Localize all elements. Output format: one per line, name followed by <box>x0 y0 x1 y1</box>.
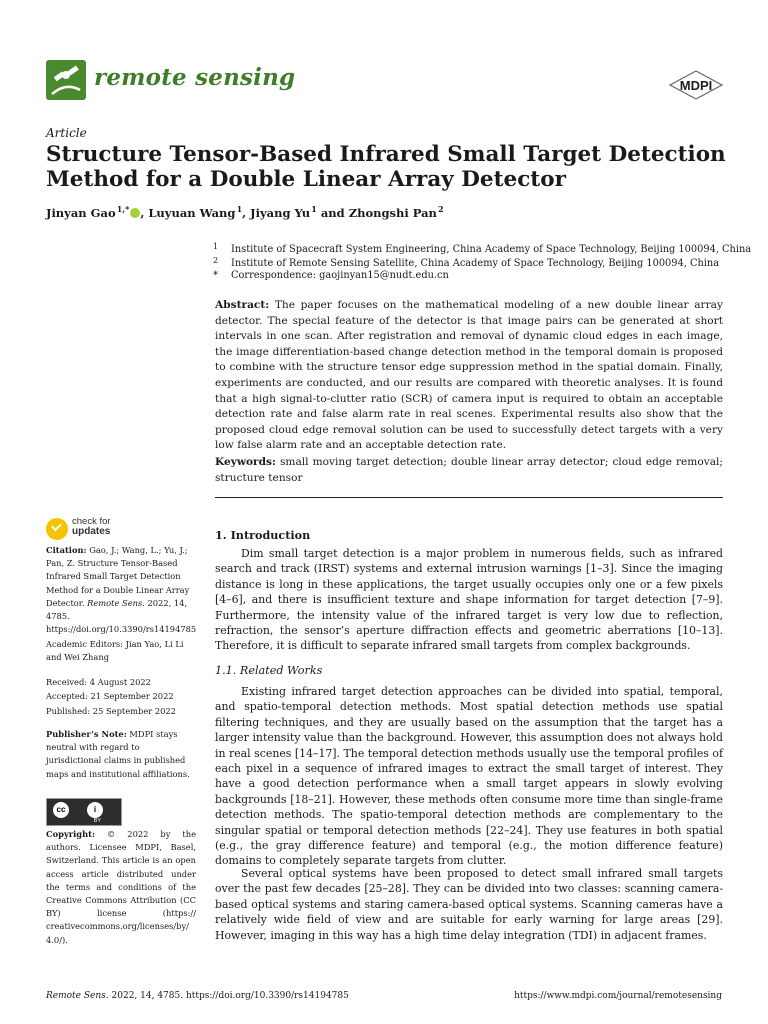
paragraph: Several optical systems have been proposed to detect small infrared small targets over the past few decades [25–28]. They can be divided into two classes: scanning camera-based optical systems and staring camera-based optical systems. Scanning cameras have a relatively wide field of view and are suitable for early warning for large areas [29]. However, imaging in this way has a high time delay integration (TDI) in adjacent frames. <box>215 867 723 942</box>
paragraph: Dim small target detection is a major problem in numerous fields, such as infrared search and track (IRST) systems and external intrusion warnings [1–3]. Since the imaging distance is long in these applications, the target usually occupies only one or a few pixels [4–6], and there is insufficient texture and shape information for target detection [7–9]. Furthermore, the intensity value of the infrared target is very low due to reflection, refraction, the sensor’s aperture diffraction effects and geometric aberrations [10–13]. Therefore, it is difficult to separate infrared small targets from complex backgrounds. <box>215 547 723 653</box>
by-label: BY <box>93 818 101 824</box>
abstract-text: The paper focuses on the mathematical modeling of a new double linear array detector. The special feature of the detector is that image pairs can be generated at short intervals in one scan. After registration and removal of dynamic cloud edges in each image, the image differentiation-based change detection method in the temporal domain is proposed to combine with the structure tensor edge suppression method in the spatial domain. Finally, experiments are conducted, and our results are compared with theoretic analyses. It is found that a high signal-to-clutter ratio (SCR) of camera input is required to obtain an acceptable detection rate and false alarm rate in real scenes. Experimental results also show that the proposed cloud edge removal solution can be used to successfully detect targets with a very low false alarm rate and an acceptable detection rate. <box>215 299 723 452</box>
accepted-date: Accepted: 21 September 2022 <box>46 691 174 701</box>
publisher-name: MDPI <box>679 78 713 93</box>
abstract-label: Abstract: <box>215 299 270 311</box>
received-date: Received: 4 August 2022 <box>46 677 151 687</box>
check-icon <box>46 518 68 540</box>
author-name[interactable]: Jiyang Yu <box>250 205 311 220</box>
correspondence: * Correspondence: gaojinyan15@nudt.edu.cn <box>213 270 449 281</box>
author-sup: 1 <box>311 204 317 214</box>
author-name[interactable]: Jinyan Gao <box>46 205 116 220</box>
check-updates-line2: updates <box>72 526 111 537</box>
footer-journal-url[interactable]: https://www.mdpi.com/journal/remotesensing <box>514 991 722 1001</box>
orcid-icon[interactable] <box>130 208 140 218</box>
mdpi-logo-icon <box>668 70 724 100</box>
abstract <box>215 298 723 454</box>
publisher-note: Publisher’s Note: MDPI stays neutral with regard to jurisdictional claims in published maps and institutional affiliations. <box>46 729 190 779</box>
author-sup: 1 <box>236 204 243 214</box>
attribution-icon: i <box>87 802 103 818</box>
keywords-label: Keywords: <box>215 456 276 468</box>
footer-citation[interactable]: Remote Sens. 2022, 14, 4785. https://doi.org/10.3390/rs14194785 <box>46 991 349 1001</box>
article-type: Article <box>46 126 87 140</box>
subsection-heading: 1.1. Related Works <box>215 664 323 677</box>
author-sup: 2 <box>438 204 444 214</box>
cc-by-license-icon[interactable] <box>46 798 122 826</box>
divider <box>215 497 723 498</box>
section-heading: 1. Introduction <box>215 528 311 542</box>
affiliation: 1 Institute of Spacecraft System Engineering, China Academy of Space Technology, Beijing 100094, China <box>213 242 752 255</box>
paper-title: Structure Tensor-Based Infrared Small Target Detection Method for a Double Linear Array Detector <box>46 142 726 192</box>
paragraph: Existing infrared target detection approaches can be divided into spatial, temporal, and spatio-temporal detection methods. Most spatial detection methods use spatial filtering techniques, and they are usually based on the assumption that the target has a larger intensity value than the background. However, this assumption does not always hold in real scenes [14–17]. The temporal detection methods usually use the temporal profiles of each pixel in a sequence of infrared images to extract the small target of interest. They have a good detection performance when a small target appears in slowly evolving backgrounds [18–21]. However, these methods often consume more time than single-frame detection methods. The spatio-temporal detection methods are complementary to the singular spatial or temporal detection methods [22–24]. They use features in both spatial (e.g., the gray difference feature) and temporal (e.g., the motion difference feature) domains to completely separate targets from clutter. <box>215 685 723 868</box>
author-name[interactable]: Zhongshi Pan <box>348 205 437 220</box>
keywords-text: small moving target detection; double linear array detector; cloud edge removal; structure tensor <box>215 456 723 484</box>
keywords <box>215 455 723 486</box>
academic-editors: Academic Editors: Jian Yao, Li Li and Wei Zhang <box>46 639 184 663</box>
journal-logo-icon <box>46 60 86 100</box>
check-updates-line1: check for <box>72 516 111 527</box>
copyright-block: Copyright: © 2022 by the authors. Licensee MDPI, Basel, Switzerland. This article is an open access article distributed under the terms and conditions of the Creative Commons Attribution (CC BY) license (https:// creativecommons.org/licenses/by/ 4.0/). <box>46 829 196 945</box>
citation-block: Citation: Gao, J.; Wang, L.; Yu, J.; Pan, Z. Structure Tensor-Based Infrared Small Target Detection Method for a Double Linear Array Detector. Remote Sens. 2022, 14, 4785. https://doi.org/10.3390/rs14194785 <box>46 545 197 635</box>
check-for-updates-button[interactable] <box>46 516 166 544</box>
author-list: Jinyan Gao $^{1,*}$ , Luyuan Wang $^1$, Jiyang Yu $^1$ and Zhongshi Pan $^2$ <box>46 204 444 220</box>
cc-icon: cc <box>53 802 69 818</box>
author-name[interactable]: Luyuan Wang <box>148 205 236 220</box>
author-sup: 1,* <box>116 204 130 214</box>
published-date: Published: 25 September 2022 <box>46 706 176 716</box>
affiliation: 2 Institute of Remote Sensing Satellite, China Academy of Space Technology, Beijing 100094, China <box>213 256 720 269</box>
journal-name: remote sensing <box>94 64 296 91</box>
